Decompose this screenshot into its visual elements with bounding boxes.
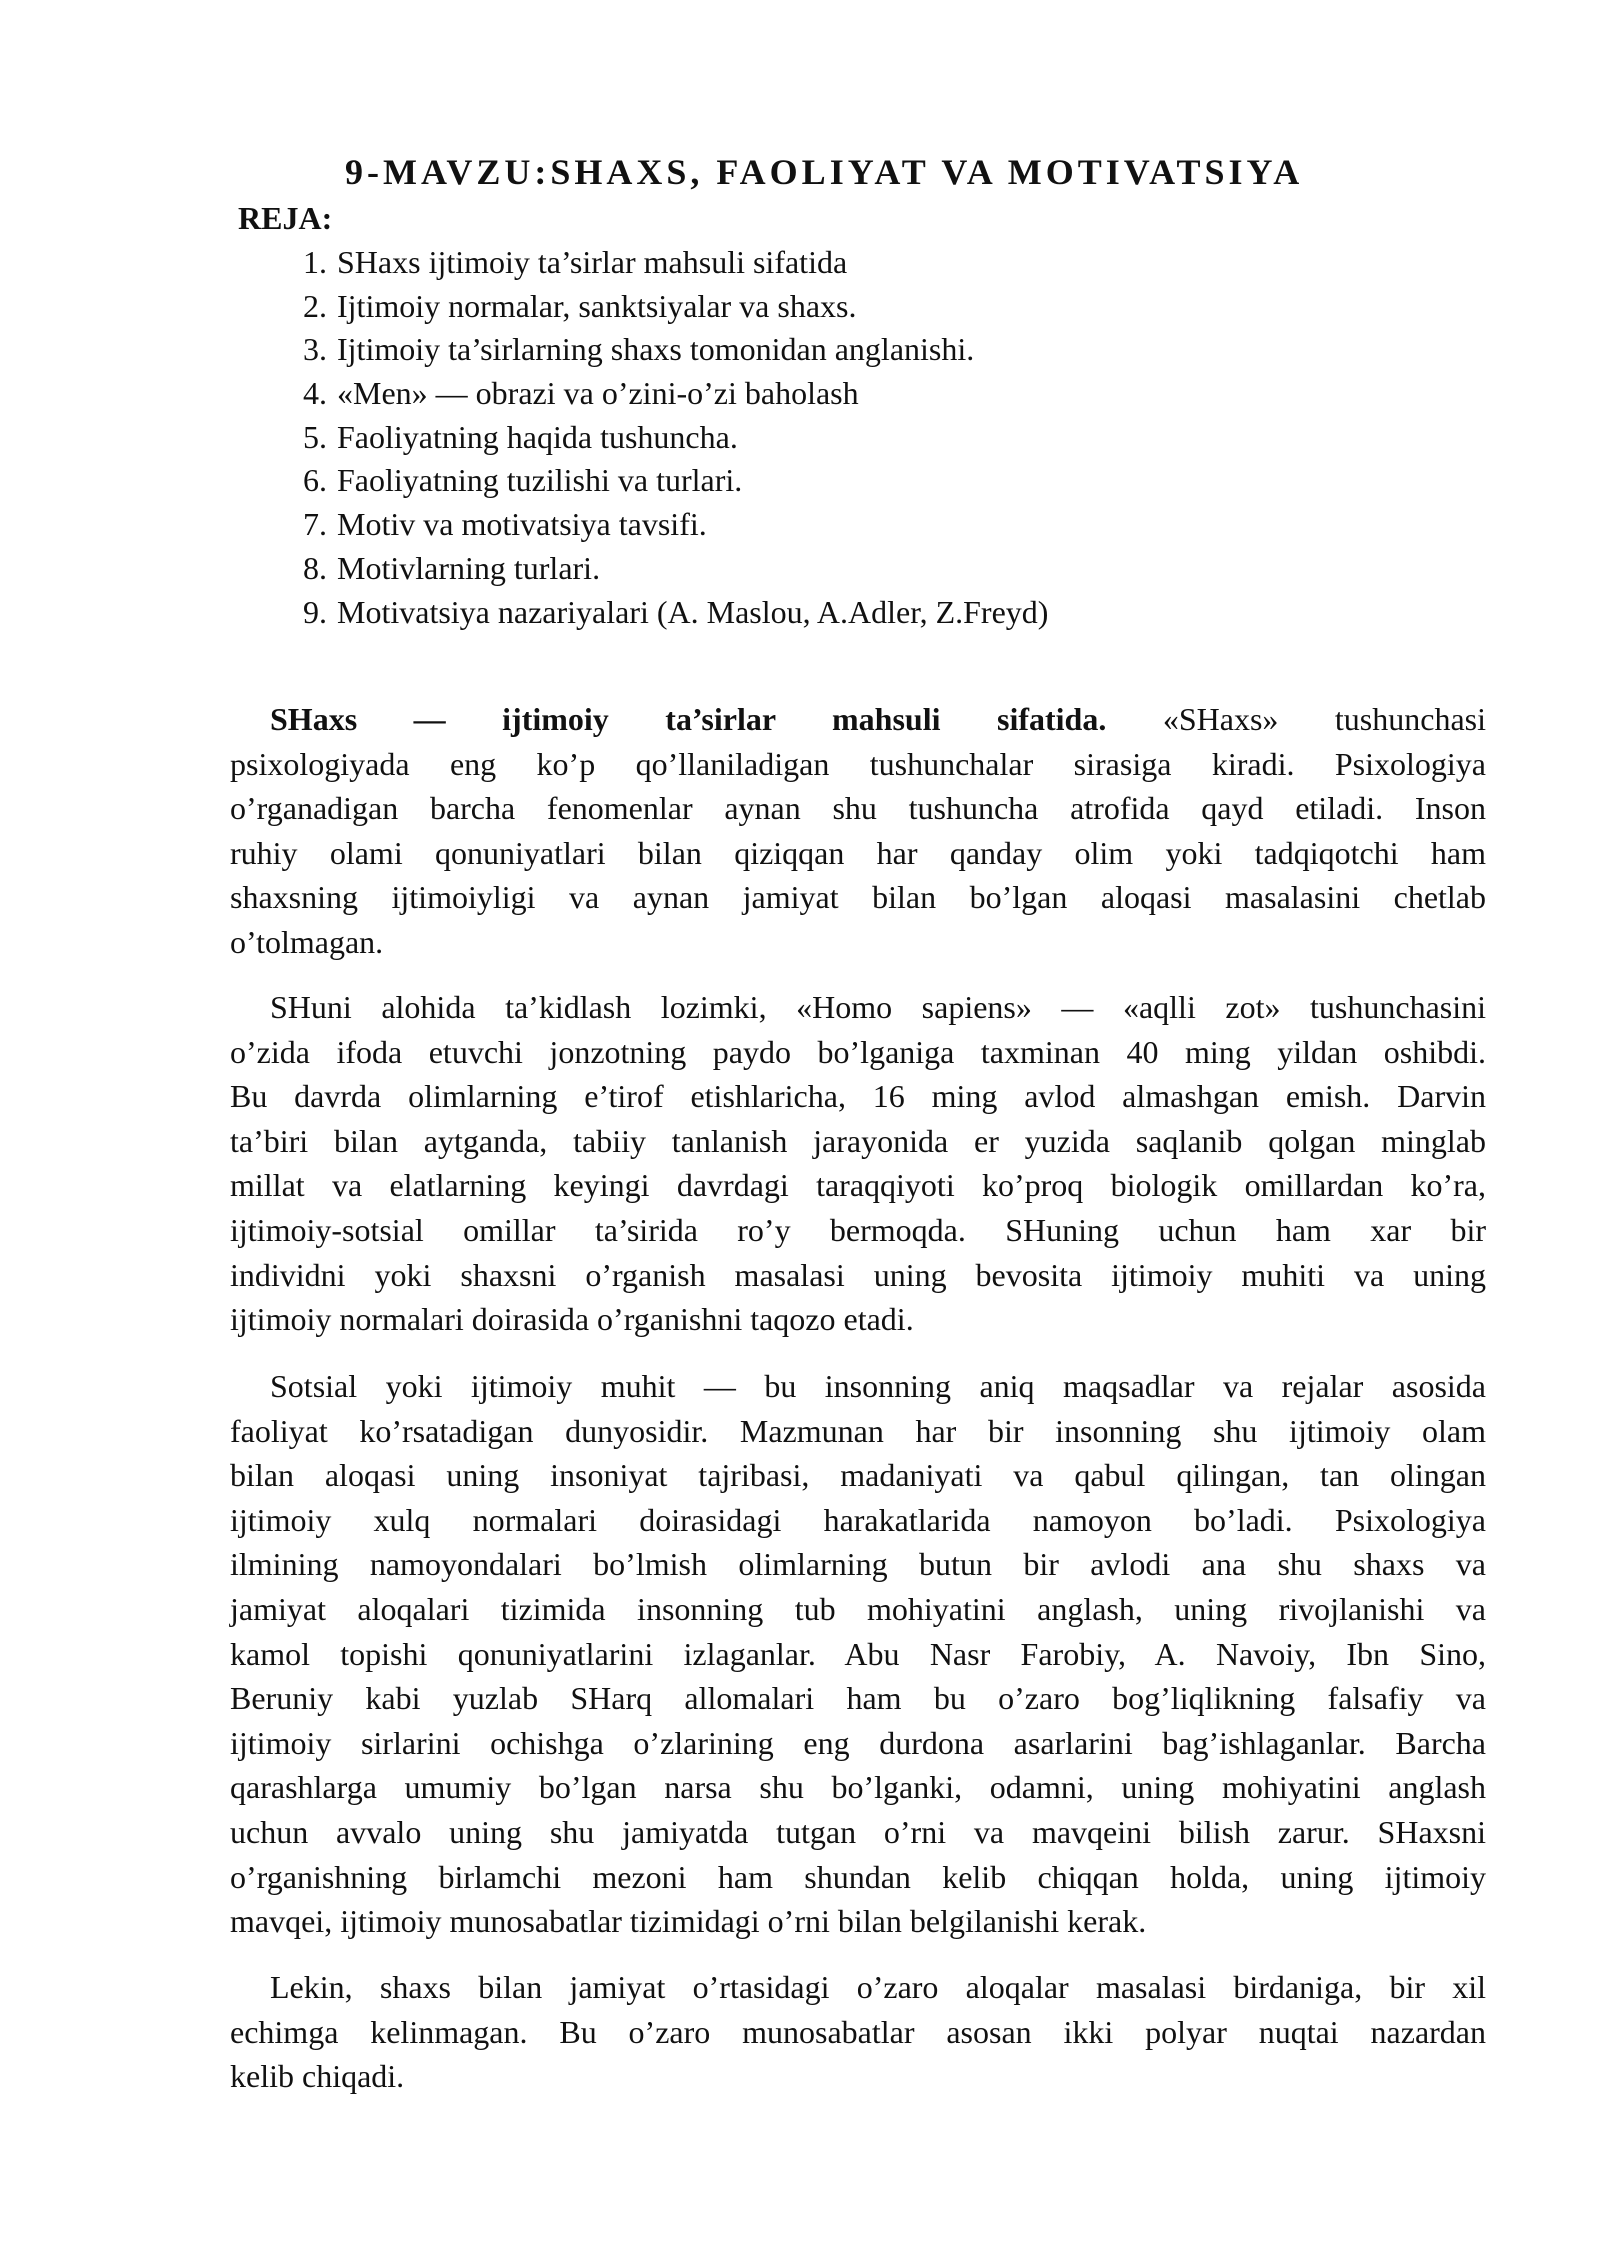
plan-item-text: Ijtimoiy ta’sirlarning shaxs tomonidan anglanishi. <box>337 331 975 368</box>
plan-item-text: Motivatsiya nazariyalari (A. Maslou, A.Adler, Z.Freyd) <box>337 593 1049 630</box>
plan-item <box>270 459 1048 503</box>
plan-item-number: 4. <box>303 375 327 412</box>
plan-item-number: 8. <box>303 549 327 586</box>
plan-item-number: 7. <box>303 506 327 543</box>
paragraph-line: faoliyat ko’rsatadigan dunyosidir. Mazmunan har bir insonning shu ijtimoiy olam <box>230 1412 1486 1449</box>
plan-item-text: Motiv va motivatsiya tavsifi. <box>337 506 707 543</box>
plan-item-text: Motivlarning turlari. <box>337 549 601 586</box>
plan-item <box>270 285 1048 329</box>
plan-item-text: Faoliyatning haqida tushuncha. <box>337 418 738 455</box>
paragraph-line: o’rganishning birlamchi mezoni ham shundan kelib chiqqan holda, uning ijtimoiy <box>230 1858 1486 1895</box>
paragraph-line: kelib chiqadi. <box>230 2058 405 2095</box>
section-heading: SHaxs — ijtimoiy ta’sirlar mahsuli sifatida. <box>270 701 1107 737</box>
paragraph-line: shaxsning ijtimoiyligi va aynan jamiyat bilan bo’lgan aloqasi masalasini chetlab <box>230 879 1486 916</box>
paragraph-line: kamol topishi qonuniyatlarini izlaganlar. Abu Nasr Farobiy, A. Navoiy, Ibn Sino, <box>230 1635 1486 1672</box>
paragraph-line: Beruniy kabi yuzlab SHarq allomalari ham bu o’zaro bog’liqlikning falsafiy va <box>230 1680 1486 1717</box>
paragraph-line: qarashlarga umumiy bo’lgan narsa shu bo’lganki, odamni, uning mohiyatini anglash <box>230 1769 1486 1806</box>
body-paragraph <box>230 1364 1486 1944</box>
paragraph-line: individni yoki shaxsni o’rganish masalasi uning bevosita ijtimoiy muhiti va uning <box>230 1256 1486 1293</box>
paragraph-line: ijtimoiy-sotsial omillar ta’sirida ro’y bermoqda. SHuning uchun ham xar bir <box>230 1211 1486 1248</box>
plan-item-number: 5. <box>303 418 327 455</box>
plan-item-text: «Men» — obrazi va o’zini-o’zi baholash <box>337 375 859 412</box>
paragraph-line: ilmining namoyondalari bo’lmish olimlarning butun bir avlodi ana shu shaxs va <box>230 1546 1486 1583</box>
plan-item <box>270 591 1048 635</box>
paragraph-line: mavqei, ijtimoiy munosabatlar tizimidagi o’rni bilan belgilanishi kerak. <box>230 1903 1147 1940</box>
plan-item-number: 3. <box>303 331 327 368</box>
paragraph-line: ruhiy olami qonuniyatlari bilan qiziqqan har qanday olim yoki tadqiqotchi ham <box>230 834 1486 871</box>
body-paragraph <box>230 697 1486 965</box>
plan-list <box>270 241 1048 634</box>
paragraph-line: ijtimoiy sirlarini ochishga o’zlarining eng durdona asarlarini bag’ishlaganlar. Barcha <box>230 1724 1486 1761</box>
paragraph-line: psixologiyada eng ko’p qo’llaniladigan tushunchalar sirasiga kiradi. Psixologiya <box>230 745 1486 782</box>
body-paragraph <box>230 985 1486 1342</box>
plan-item-text: Ijtimoiy normalar, sanktsiyalar va shaxs. <box>337 287 857 324</box>
paragraph-line: SHaxs — ijtimoiy ta’sirlar mahsuli sifatida. «SHaxs» tushunchasi <box>270 701 1487 737</box>
paragraph-line: Bu davrda olimlarning e’tirof etishlaricha, 16 ming avlod almashgan emish. Darvin <box>230 1078 1486 1115</box>
plan-item <box>270 416 1048 460</box>
plan-item-text: Faoliyatning tuzilishi va turlari. <box>337 462 743 499</box>
plan-item-text: SHaxs ijtimoiy ta’sirlar mahsuli sifatida <box>337 244 848 280</box>
plan-item-number: 6. <box>303 462 327 499</box>
plan-item <box>270 547 1048 591</box>
page-title: 9-MAVZU:SHAXS, FAOLIYAT VA MOTIVATSIYA <box>345 152 1304 192</box>
paragraph-line: ijtimoiy xulq normalari doirasidagi harakatlarida namoyon bo’ladi. Psixologiya <box>230 1501 1486 1538</box>
plan-item-number: 1. <box>303 244 327 280</box>
paragraph-line: ta’biri bilan aytganda, tabiiy tanlanish jarayonida er yuzida saqlanib qolgan minglab <box>230 1122 1486 1159</box>
paragraph-line: ijtimoiy normalari doirasida o’rganishni taqozo etadi. <box>230 1301 914 1338</box>
paragraph-line: Lekin, shaxs bilan jamiyat o’rtasidagi o’zaro aloqalar masalasi birdaniga, bir xil <box>270 1969 1486 2005</box>
paragraph-line: millat va elatlarning keyingi davrdagi taraqqiyoti ko’proq biologik omillardan ko’ra, <box>230 1167 1486 1204</box>
plan-item <box>270 372 1048 416</box>
plan-item <box>270 328 1048 372</box>
paragraph-line: o’rganadigan barcha fenomenlar aynan shu tushuncha atrofida qayd etiladi. Inson <box>230 790 1486 827</box>
paragraph-line: o’zida ifoda etuvchi jonzotning paydo bo’lganiga taxminan 40 ming yildan oshibdi. <box>230 1033 1486 1070</box>
paragraph-line: Sotsial yoki ijtimoiy muhit — bu insonning aniq maqsadlar va rejalar asosida <box>270 1368 1486 1404</box>
plan-item <box>270 241 1048 285</box>
paragraph-line: bilan aloqasi uning insoniyat tajribasi, madaniyati va qabul qilingan, tan olingan <box>230 1457 1486 1494</box>
paragraph-line: jamiyat aloqalari tizimida insonning tub mohiyatini anglash, uning rivojlanishi va <box>230 1590 1486 1627</box>
paragraph-line: uchun avvalo uning shu jamiyatda tutgan o’rni va mavqeini bilish zarur. SHaxsni <box>230 1813 1486 1850</box>
plan-item-number: 2. <box>303 287 327 324</box>
paragraph-line: SHuni alohida ta’kidlash lozimki, «Homo sapiens» — «aqlli zot» tushunchasini <box>270 989 1486 1025</box>
plan-label: REJA: <box>238 200 333 236</box>
plan-item-number: 9. <box>303 593 327 630</box>
plan-item <box>270 503 1048 547</box>
paragraph-line: echimga kelinmagan. Bu o’zaro munosabatlar asosan ikki polyar nuqtai nazardan <box>230 2013 1486 2050</box>
paragraph-line: o’tolmagan. <box>230 923 384 960</box>
body-paragraph <box>230 1965 1486 2099</box>
